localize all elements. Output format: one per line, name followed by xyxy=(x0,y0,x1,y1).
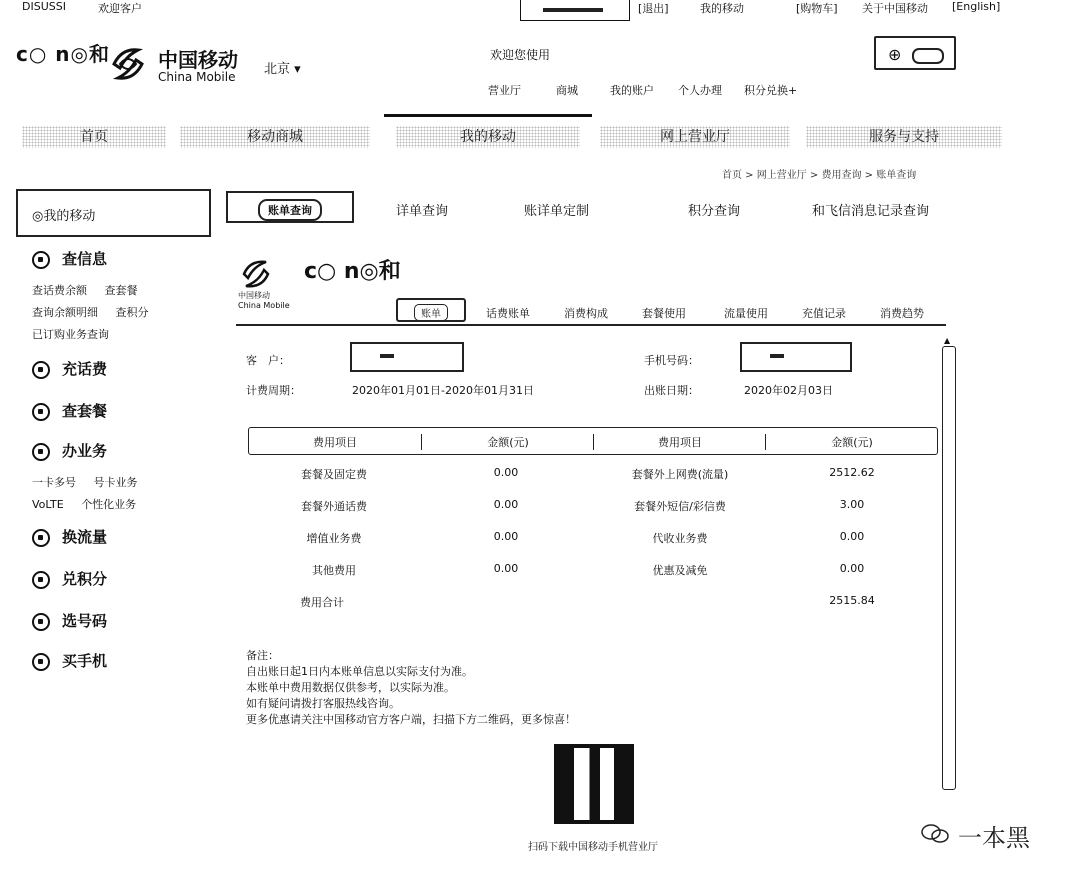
bill-he-logo: c○ n◎和 xyxy=(304,259,401,284)
welcome-text: 欢迎您使用 xyxy=(490,48,551,62)
note-line: 自出账日起1日内本账单信息以实际支付为准。 xyxy=(246,665,473,678)
phone-icon xyxy=(32,653,50,671)
sidebar-item-traffic[interactable] xyxy=(32,526,107,547)
sidebar-item-number[interactable] xyxy=(32,610,107,631)
bill-tab-active[interactable] xyxy=(396,298,466,322)
cart-link[interactable]: [购物车] xyxy=(796,2,838,15)
th-amount: 金额(元) xyxy=(421,434,594,450)
bill-tab[interactable]: 话费账单 xyxy=(486,307,530,320)
sidebar-item-label: 充话费 xyxy=(62,360,108,378)
my-mobile-link[interactable]: 我的移动 xyxy=(700,2,744,15)
china-mobile-en: China Mobile xyxy=(158,70,236,84)
china-mobile-cn: 中国移动 xyxy=(158,48,238,72)
sidebar-sub-link[interactable]: 查询余额明细 xyxy=(32,306,98,319)
phone-number-redacted xyxy=(740,342,852,372)
nav-shop[interactable]: 移动商城 xyxy=(180,126,370,148)
sidebar-sub-link[interactable]: 号卡业务 xyxy=(93,476,138,489)
subnav-item[interactable]: 积分兑换+ xyxy=(744,84,798,97)
tab-points-query[interactable]: 积分查询 xyxy=(688,204,741,219)
th-item: 费用项目 xyxy=(593,434,766,450)
china-mobile-small-icon xyxy=(238,256,274,292)
english-link[interactable]: [English] xyxy=(952,0,1001,13)
number-icon xyxy=(32,613,50,631)
th-item: 费用项目 xyxy=(313,436,357,449)
sidebar-subs xyxy=(32,326,123,342)
top-search-input[interactable] xyxy=(520,0,630,21)
tab-detail-query[interactable]: 详单查询 xyxy=(396,204,449,219)
subnav-item[interactable]: 我的账户 xyxy=(610,84,654,97)
sidebar-sub-link[interactable]: 查话费余额 xyxy=(32,284,87,297)
table-cell: 代收业务费 xyxy=(652,532,708,545)
search-button[interactable] xyxy=(874,36,956,70)
recharge-icon xyxy=(32,361,50,379)
table-cell: 其他费用 xyxy=(312,564,356,577)
bill-tab-label: 账单 xyxy=(414,304,448,321)
note-line: 更多优惠请关注中国移动官方客户端，扫描下方二维码，更多惊喜！ xyxy=(246,713,576,726)
customer-name-redacted xyxy=(350,342,464,372)
table-cell: 0.00 xyxy=(493,530,519,543)
redaction-mark xyxy=(380,354,394,358)
total-label: 费用合计 xyxy=(300,596,344,609)
table-cell: 套餐及固定费 xyxy=(301,468,367,481)
bill-tab[interactable]: 充值记录 xyxy=(802,307,846,320)
date-label: 出账日期： xyxy=(644,384,699,397)
table-cell: 优惠及减免 xyxy=(652,564,708,577)
sidebar-header[interactable]: ◎我的移动 xyxy=(16,189,211,237)
qr-code-icon xyxy=(554,744,634,824)
sidebar-sub-link[interactable]: VoLTE xyxy=(32,498,64,511)
nav-my-mobile[interactable]: 我的移动 xyxy=(396,126,580,148)
subnav-item[interactable]: 个人办理 xyxy=(678,84,722,97)
th-amount: 金额(元) xyxy=(765,434,938,450)
nav-service[interactable]: 服务与支持 xyxy=(806,126,1002,148)
top-user-id: DISUSSI xyxy=(22,0,66,13)
watermark-text: 一本黑 xyxy=(958,824,1030,852)
redaction-mark xyxy=(543,8,603,12)
logout-link[interactable]: [退出] xyxy=(638,2,669,15)
business-icon xyxy=(32,443,50,461)
bill-tab-divider xyxy=(236,324,946,326)
table-cell: 0.00 xyxy=(493,498,519,511)
tab-detail-custom[interactable]: 账详单定制 xyxy=(524,204,590,219)
sidebar-sub-link[interactable]: 查积分 xyxy=(115,306,149,319)
top-bar xyxy=(0,0,1080,26)
sidebar-item-recharge[interactable] xyxy=(32,358,107,379)
table-cell: 0.00 xyxy=(493,466,519,479)
table-cell: 0.00 xyxy=(839,562,865,575)
sidebar-subs xyxy=(32,496,150,512)
wechat-icon xyxy=(920,822,950,846)
sidebar-sub-link[interactable]: 一卡多号 xyxy=(32,476,76,489)
table-cell: 套餐外上网费(流量) xyxy=(631,468,729,481)
sidebar-item-label: 买手机 xyxy=(62,652,108,670)
sidebar-subs xyxy=(32,282,152,298)
about-link[interactable]: 关于中国移动 xyxy=(862,2,928,15)
scroll-up-icon[interactable]: ▲ xyxy=(944,336,951,345)
points-icon xyxy=(32,571,50,589)
period-label: 计费周期： xyxy=(246,384,301,397)
nav-active-indicator xyxy=(384,114,592,117)
bill-logo-cn: 中国移动 xyxy=(238,291,270,300)
bill-tab[interactable]: 流量使用 xyxy=(724,307,768,320)
scrollbar[interactable] xyxy=(942,346,956,790)
bill-tab[interactable]: 消费构成 xyxy=(564,307,608,320)
bill-tab[interactable]: 消费趋势 xyxy=(880,307,924,320)
sidebar-item-label: 选号码 xyxy=(62,612,108,630)
sidebar-item-phone[interactable] xyxy=(32,650,107,671)
subnav-item[interactable]: 商城 xyxy=(556,84,578,97)
sidebar-sub-link[interactable]: 个性化业务 xyxy=(81,498,137,511)
sidebar-subs xyxy=(32,474,152,490)
sidebar-item-points[interactable] xyxy=(32,568,107,589)
sidebar-item-label: 兑积分 xyxy=(62,570,108,588)
sidebar-item-plan[interactable] xyxy=(32,400,107,421)
qr-caption: 扫码下载中国移动手机营业厅 xyxy=(528,842,658,853)
bill-logo-en: China Mobile xyxy=(238,301,290,310)
sidebar-sub-link[interactable]: 查套餐 xyxy=(104,284,138,297)
breadcrumb: 首页 > 网上营业厅 > 费用查询 > 账单查询 xyxy=(722,170,917,181)
sidebar-subs xyxy=(32,304,163,320)
compass-icon xyxy=(32,251,50,269)
he-logo[interactable]: c○ n◎和 xyxy=(16,42,110,66)
tab-bill-query[interactable] xyxy=(226,191,354,223)
bill-logo-text xyxy=(238,290,290,310)
sidebar-item-label: 查套餐 xyxy=(62,402,108,420)
tab-label: 账单查询 xyxy=(258,199,322,221)
bill-notes xyxy=(246,648,576,728)
customer-label: 客 户： xyxy=(246,354,290,367)
table-cell: 0.00 xyxy=(493,562,519,575)
search-icon: ⊕ xyxy=(888,45,902,64)
plan-icon xyxy=(32,403,50,421)
table-cell: 套餐外通话费 xyxy=(301,500,367,513)
subnav-item[interactable]: 营业厅 xyxy=(488,84,521,97)
table-cell: 0.00 xyxy=(839,530,865,543)
total-value: 2515.84 xyxy=(829,594,875,607)
china-mobile-logo-icon xyxy=(108,44,148,84)
traffic-icon xyxy=(32,529,50,547)
date-value: 2020年02月03日 xyxy=(744,384,833,397)
nav-home[interactable]: 首页 xyxy=(22,126,166,148)
sidebar-item-business[interactable] xyxy=(32,440,107,461)
sidebar-item-label: 办业务 xyxy=(62,442,108,460)
top-greeting: 欢迎客户 xyxy=(98,2,142,15)
sidebar-item-query[interactable] xyxy=(32,248,107,269)
table-cell: 增值业务费 xyxy=(306,532,362,545)
table-cell: 套餐外短信/彩信费 xyxy=(634,500,726,513)
nav-online-hall[interactable]: 网上营业厅 xyxy=(600,126,790,148)
note-line: 备注： xyxy=(246,649,279,662)
bill-table-header xyxy=(248,427,938,455)
table-cell: 2512.62 xyxy=(829,466,875,479)
redaction-mark xyxy=(770,354,784,358)
bill-tab[interactable]: 套餐使用 xyxy=(642,307,686,320)
note-line: 如有疑问请拨打客服热线咨询。 xyxy=(246,697,400,710)
period-value: 2020年01月01日-2020年01月31日 xyxy=(352,384,534,397)
note-line: 本账单中费用数据仅供参考，以实际为准。 xyxy=(246,681,455,694)
toggle-icon xyxy=(912,48,944,64)
sidebar-item-label: 换流量 xyxy=(62,528,108,546)
city-selector[interactable]: 北京 ▾ xyxy=(264,62,301,77)
table-cell: 3.00 xyxy=(839,498,865,511)
sidebar-sub-link[interactable]: 已订购业务查询 xyxy=(32,328,109,341)
phone-label: 手机号码： xyxy=(644,354,699,367)
sidebar-item-label: 查信息 xyxy=(62,250,108,268)
tab-fetion-query[interactable]: 和飞信消息记录查询 xyxy=(812,204,930,219)
